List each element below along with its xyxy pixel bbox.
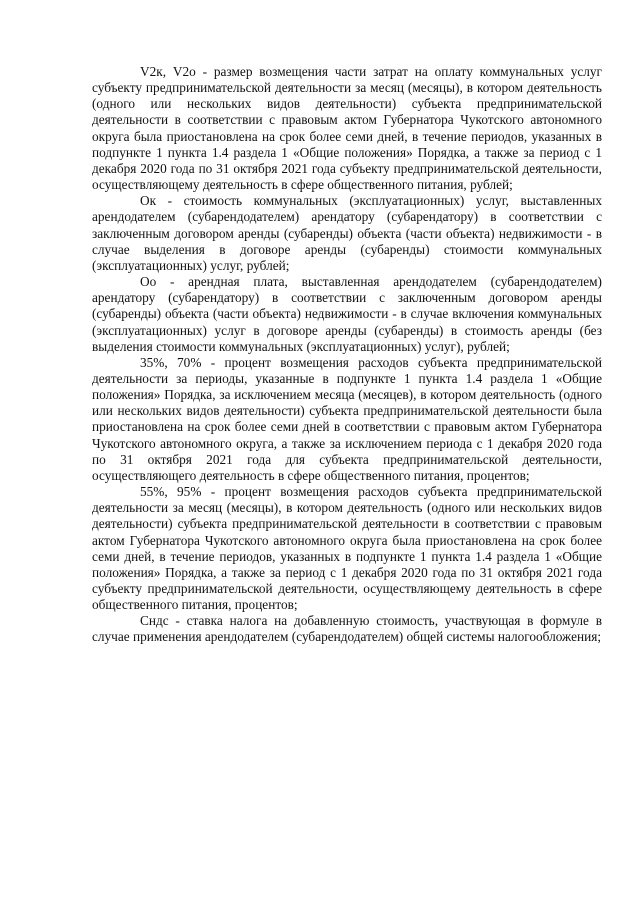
- paragraph-ok-definition: Ок - стоимость коммунальных (эксплуатационных) услуг, выставленных арендодателем (субарендодателем) арендатору (субарендатору) в соответствии с заключенным договором аренды (субаренды) объекта (части объекта) недвижимости - в случае выделения в договоре аренды (субаренды) стоимости коммунальных (эксплуатационных) услуг, рублей;: [92, 193, 602, 273]
- paragraph-v2-definition: V2к, V2о - размер возмещения части затрат на оплату коммунальных услуг субъекту предпринимательской деятельности за месяц (месяцы), в котором деятельность (одного или нескольких видов деятельности) субъекта предпринимательской деятельности в соответствии с правовым актом Губернатора Чукотского автономного округа была приостановлена на срок более семи дней, в течение периодов, указанных в подпункте 1 пункта 1.4 раздела 1 «Общие положения» Порядка, а также за период с 1 декабря 2020 года по 31 октября 2021 года субъекту предпринимательской деятельности, осуществляющему деятельность в сфере общественного питания, рублей;: [92, 64, 602, 193]
- paragraph-55-95-percent-definition: 55%, 95% - процент возмещения расходов субъекта предпринимательской деятельности за месяц (месяцы), в котором деятельность (одного или нескольких видов деятельности) субъекта предпринимательской деятельности в соответствии с правовым актом Губернатора Чукотского автономного округа была приостановлена на срок более семи дней, в течение периодов, указанных в подпункте 1 пункта 1.4 раздела 1 «Общие положения» Порядка, а также за период с 1 декабря 2020 года по 31 октября 2021 года субъекту предпринимательской деятельности, осуществляющему деятельность в сфере общественного питания, процентов;: [92, 484, 602, 613]
- document-page: [92, 64, 602, 646]
- paragraph-vat-rate-definition: Сндс - ставка налога на добавленную стоимость, участвующая в формуле в случае применения арендодателем (субарендодателем) общей системы налогообложения;: [92, 613, 602, 645]
- paragraph-35-70-percent-definition: 35%, 70% - процент возмещения расходов субъекта предпринимательской деятельности за периоды, указанные в подпункте 1 пункта 1.4 раздела 1 «Общие положения» Порядка, за исключением месяца (месяцев), в котором деятельность (одного или нескольких видов деятельности) субъекта предпринимательской деятельности была приостановлена на срок более семи дней в соответствии с правовым актом Губернатора Чукотского автономного округа, а также за исключением периода с 1 декабря 2020 года по 31 октября 2021 года для субъекта предпринимательской деятельности, осуществляющего деятельность в сфере общественного питания, процентов;: [92, 354, 602, 483]
- paragraph-oo-definition: Оо - арендная плата, выставленная арендодателем (субарендодателем) арендатору (субарендатору) в соответствии с заключенным договором аренды (субаренды) объекта (части объекта) недвижимости - в случае включения коммунальных (эксплуатационных) услуг в договоре аренды (субаренды) в стоимость аренды (без выделения стоимости коммунальных (эксплуатационных) услуг), рублей;: [92, 274, 602, 354]
